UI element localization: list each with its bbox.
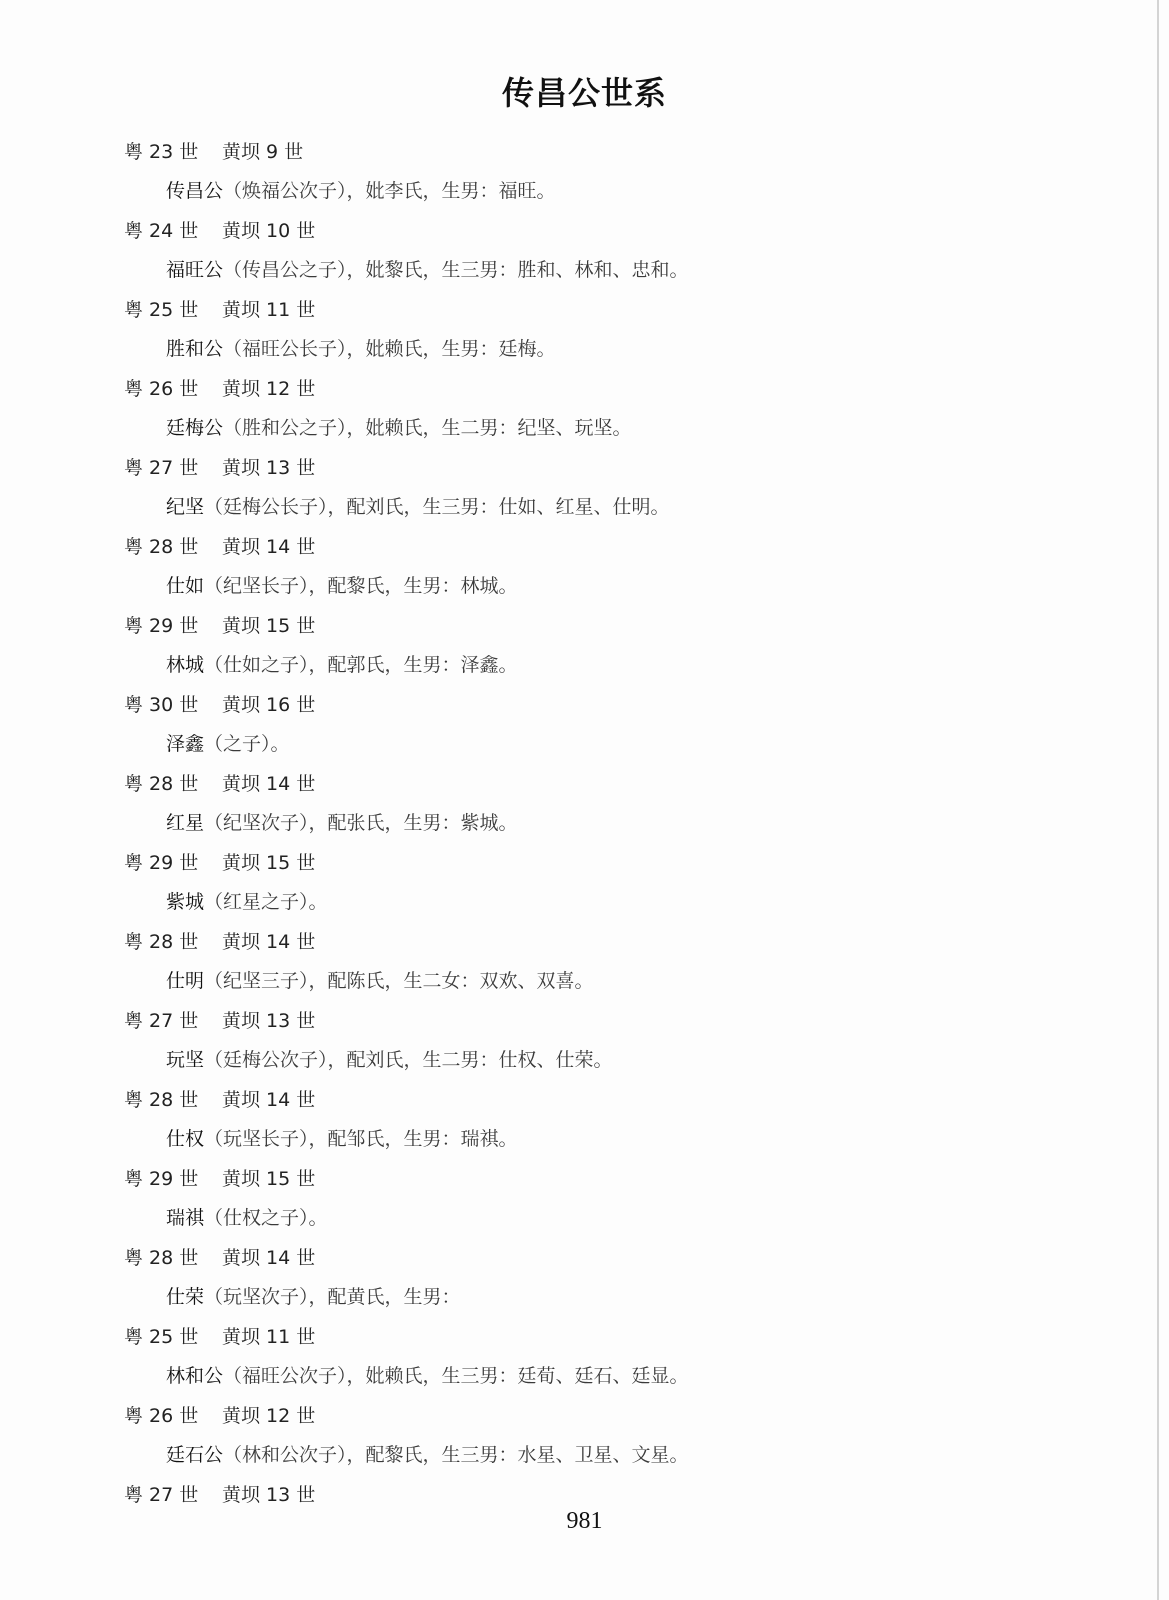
person-name: 林和公 (166, 1365, 224, 1387)
person-description: （纪坚次子），配张氏，生男：紫城。 (204, 812, 518, 834)
huangba-generation: 黄坝 16 世 (222, 694, 316, 716)
person-name: 紫城 (166, 891, 205, 913)
huangba-generation: 黄坝 12 世 (222, 1405, 316, 1427)
huangba-generation: 黄坝 13 世 (222, 457, 316, 479)
person-description: （福旺公次子），妣赖氏，生三男：廷荀、廷石、廷显。 (223, 1365, 689, 1387)
person-entry (0, 330, 1169, 369)
page-number: 981 (566, 1508, 603, 1534)
generation-heading (0, 1396, 1169, 1436)
person-entry (0, 567, 1169, 606)
person-description: （红星之子）。 (204, 891, 328, 913)
yue-generation: 粤 28 世 (124, 773, 199, 795)
person-entry (0, 488, 1169, 527)
person-description: （仕如之子），配郭氏，生男：泽鑫。 (204, 654, 518, 676)
person-entry (0, 725, 1169, 764)
generation-heading (0, 606, 1169, 646)
person-entry (0, 883, 1169, 922)
person-description: （之子）。 (204, 733, 290, 755)
huangba-generation: 黄坝 11 世 (222, 1326, 316, 1348)
huangba-generation: 黄坝 15 世 (222, 1168, 316, 1190)
huangba-generation: 黄坝 15 世 (222, 615, 316, 637)
person-name: 仕明 (166, 970, 205, 992)
person-entry (0, 1278, 1169, 1317)
yue-generation: 粤 28 世 (124, 536, 199, 558)
generation-heading (0, 922, 1169, 962)
huangba-generation: 黄坝 14 世 (222, 931, 316, 953)
yue-generation: 粤 23 世 (124, 141, 199, 163)
generation-heading (0, 132, 1169, 172)
person-entry (0, 172, 1169, 211)
person-description: （廷梅公长子），配刘氏，生三男：仕如、红星、仕明。 (204, 496, 670, 518)
person-name: 传昌公 (166, 180, 224, 202)
huangba-generation: 黄坝 11 世 (222, 299, 316, 321)
huangba-generation: 黄坝 14 世 (222, 536, 316, 558)
person-description: （玩坚长子），配邹氏，生男：瑞祺。 (204, 1128, 518, 1150)
person-name: 仕荣 (166, 1286, 205, 1308)
generation-heading (0, 685, 1169, 725)
person-name: 福旺公 (166, 259, 224, 281)
yue-generation: 粤 30 世 (124, 694, 199, 716)
generation-heading (0, 448, 1169, 488)
yue-generation: 粤 29 世 (124, 852, 199, 874)
generation-heading (0, 527, 1169, 567)
huangba-generation: 黄坝 9 世 (222, 141, 304, 163)
person-name: 瑞祺 (166, 1207, 205, 1229)
person-entry (0, 1041, 1169, 1080)
person-description: （林和公次子），配黎氏，生三男：水星、卫星、文星。 (223, 1444, 689, 1466)
page-title: 传昌公世系 (501, 74, 667, 112)
person-description: （胜和公之子），妣赖氏，生二男：纪坚、玩坚。 (223, 417, 632, 439)
generation-heading (0, 369, 1169, 409)
person-description: （福旺公长子），妣赖氏，生男：廷梅。 (223, 338, 556, 360)
person-description: （纪坚长子），配黎氏，生男：林城。 (204, 575, 518, 597)
person-name: 红星 (166, 812, 205, 834)
yue-generation: 粤 29 世 (124, 615, 199, 637)
person-name: 林城 (166, 654, 205, 676)
generation-heading (0, 843, 1169, 883)
huangba-generation: 黄坝 12 世 (222, 378, 316, 400)
person-description: （纪坚三子），配陈氏，生二女：双欢、双喜。 (204, 970, 594, 992)
huangba-generation: 黄坝 13 世 (222, 1010, 316, 1032)
huangba-generation: 黄坝 13 世 (222, 1484, 316, 1506)
person-entry (0, 1357, 1169, 1396)
person-entry (0, 1436, 1169, 1475)
person-description: （廷梅公次子），配刘氏，生二男：仕权、仕荣。 (204, 1049, 613, 1071)
person-entry (0, 251, 1169, 290)
generation-heading (0, 764, 1169, 804)
person-name: 泽鑫 (166, 733, 205, 755)
person-entry (0, 646, 1169, 685)
generation-heading (0, 290, 1169, 330)
person-name: 玩坚 (166, 1049, 205, 1071)
person-name: 仕如 (166, 575, 205, 597)
generation-heading (0, 1317, 1169, 1357)
yue-generation: 粤 27 世 (124, 1484, 199, 1506)
yue-generation: 粤 27 世 (124, 1010, 199, 1032)
huangba-generation: 黄坝 15 世 (222, 852, 316, 874)
person-description: （焕福公次子），妣李氏，生男：福旺。 (223, 180, 556, 202)
yue-generation: 粤 28 世 (124, 1247, 199, 1269)
generation-heading (0, 1080, 1169, 1120)
person-description: （传昌公之子），妣黎氏，生三男：胜和、林和、忠和。 (223, 259, 689, 281)
yue-generation: 粤 25 世 (124, 299, 199, 321)
person-entry (0, 1199, 1169, 1238)
person-name: 纪坚 (166, 496, 205, 518)
yue-generation: 粤 28 世 (124, 1089, 199, 1111)
yue-generation: 粤 28 世 (124, 931, 199, 953)
generation-heading (0, 1159, 1169, 1199)
person-entry (0, 1120, 1169, 1159)
yue-generation: 粤 26 世 (124, 1405, 199, 1427)
person-description: （仕权之子）。 (204, 1207, 328, 1229)
yue-generation: 粤 26 世 (124, 378, 199, 400)
person-description: （玩坚次子），配黄氏，生男： (204, 1286, 461, 1308)
huangba-generation: 黄坝 10 世 (222, 220, 316, 242)
person-name: 廷石公 (166, 1444, 224, 1466)
person-name: 胜和公 (166, 338, 224, 360)
yue-generation: 粤 29 世 (124, 1168, 199, 1190)
huangba-generation: 黄坝 14 世 (222, 1247, 316, 1269)
person-entry (0, 409, 1169, 448)
person-entry (0, 962, 1169, 1001)
yue-generation: 粤 25 世 (124, 1326, 199, 1348)
genealogy-list (0, 132, 1169, 1515)
huangba-generation: 黄坝 14 世 (222, 773, 316, 795)
yue-generation: 粤 24 世 (124, 220, 199, 242)
huangba-generation: 黄坝 14 世 (222, 1089, 316, 1111)
yue-generation: 粤 27 世 (124, 457, 199, 479)
person-entry (0, 804, 1169, 843)
person-name: 仕权 (166, 1128, 205, 1150)
generation-heading (0, 1238, 1169, 1278)
person-name: 廷梅公 (166, 417, 224, 439)
generation-heading (0, 1001, 1169, 1041)
generation-heading (0, 211, 1169, 251)
